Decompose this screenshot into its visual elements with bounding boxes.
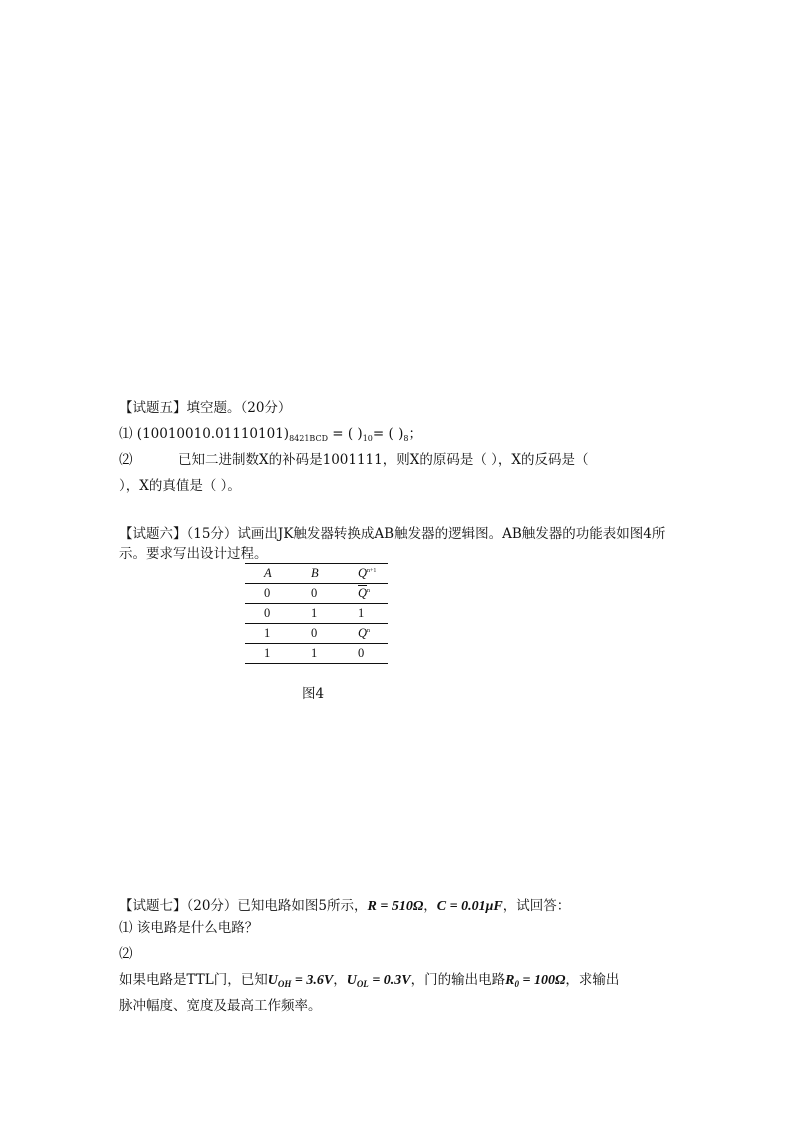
table-row xyxy=(245,624,388,644)
resistance-equation: R = 510Ω xyxy=(367,899,424,914)
q7-item2-line2: 脉冲幅度、宽度及最高工作频率。 xyxy=(119,998,322,1014)
table-header-row xyxy=(245,564,388,584)
q7-separator: ， xyxy=(423,898,437,914)
q5-item2-continued: ），X的真值是（ ）。 xyxy=(119,478,241,494)
cell-b: 0 xyxy=(292,584,339,604)
q7-item2-end: ，求输出 xyxy=(565,972,620,988)
cell-a: 1 xyxy=(245,644,292,664)
cell-b: 1 xyxy=(292,644,339,664)
q7-intro: 【试题七】（20分）已知电路如图5所示， xyxy=(119,898,368,914)
table-row xyxy=(245,604,388,624)
r0-equation: $R_0 = 100\Omega$ xyxy=(505,973,566,989)
cell-q: 0 xyxy=(339,644,388,664)
q7-intro-end: ，试回答： xyxy=(502,898,571,914)
q5-item1-number: ⑴ xyxy=(119,426,133,442)
q5-item1-sub-10: 10 xyxy=(362,434,373,443)
cell-a: 0 xyxy=(245,604,292,624)
uol-equation: $U_{OL} = 0.3V$ xyxy=(346,973,411,989)
q5-item1 xyxy=(119,422,422,443)
q7-item2-mid: ，门的输出电路 xyxy=(410,972,506,988)
q5-item1-sub-bcd: 8421BCD xyxy=(289,434,328,443)
cell-q: $Q^n$ xyxy=(339,624,388,644)
q7-item1-text: 该电路是什么电路？ xyxy=(136,920,259,936)
cell-a: 0 xyxy=(245,584,292,604)
q6-line2: 示。要求写出设计过程。 xyxy=(119,546,268,562)
q5-item2-text: 已知二进制数X的补码是1001111，则X的原码是（ ），X的反码是（ xyxy=(178,452,589,468)
uoh-equation: $U_{OH} = 3.6V$ xyxy=(267,973,334,989)
q5-item1-end: ； xyxy=(408,426,422,442)
q7-item2-number: ⑵ xyxy=(119,946,133,962)
cell-b: 1 xyxy=(292,604,339,624)
table-row xyxy=(245,584,388,604)
q5-item1-bcd: (10010010.01110101) xyxy=(136,426,290,442)
header-a: A xyxy=(245,564,292,584)
q5-item1-sub-8: 8 xyxy=(403,434,409,443)
capacitance-equation: C = 0.01μF xyxy=(436,899,503,914)
q7-item1-number: ⑴ xyxy=(119,920,133,936)
q5-item1-eq1: = ( ) xyxy=(327,426,363,442)
q5-item2-number: ⑵ xyxy=(119,452,133,468)
cell-b: 0 xyxy=(292,624,339,644)
q7-item2-line1: 如果电路是TTL门，已知$U_{OH} = 3.6V$，$U_{OL} = 0.3V$，门的输出电路$R_0 = 100\Omega$，求输出 xyxy=(119,972,620,989)
table-row xyxy=(245,644,388,664)
q5-item1-eq2: = ( ) xyxy=(372,426,404,442)
header-b: B xyxy=(292,564,339,584)
cell-q: 1 xyxy=(339,604,388,624)
q5-title: 【试题五】填空题。（20分） xyxy=(119,400,292,416)
q7-item2-intro: 如果电路是TTL门，已知 xyxy=(119,972,268,988)
ab-flipflop-function-table xyxy=(245,563,388,664)
cell-q-not: $\overline{Q}^n$ xyxy=(339,584,388,604)
q7-item1 xyxy=(119,916,258,936)
cell-a: 1 xyxy=(245,624,292,644)
q6-line1: 【试题六】（15分）试画出JK触发器转换成AB触发器的逻辑图。AB触发器的功能表如图4所 xyxy=(119,526,666,542)
header-q-next: $Q^{n+1}$ xyxy=(339,564,388,584)
figure-caption: 图4 xyxy=(302,686,325,702)
q7-line1 xyxy=(119,894,570,915)
